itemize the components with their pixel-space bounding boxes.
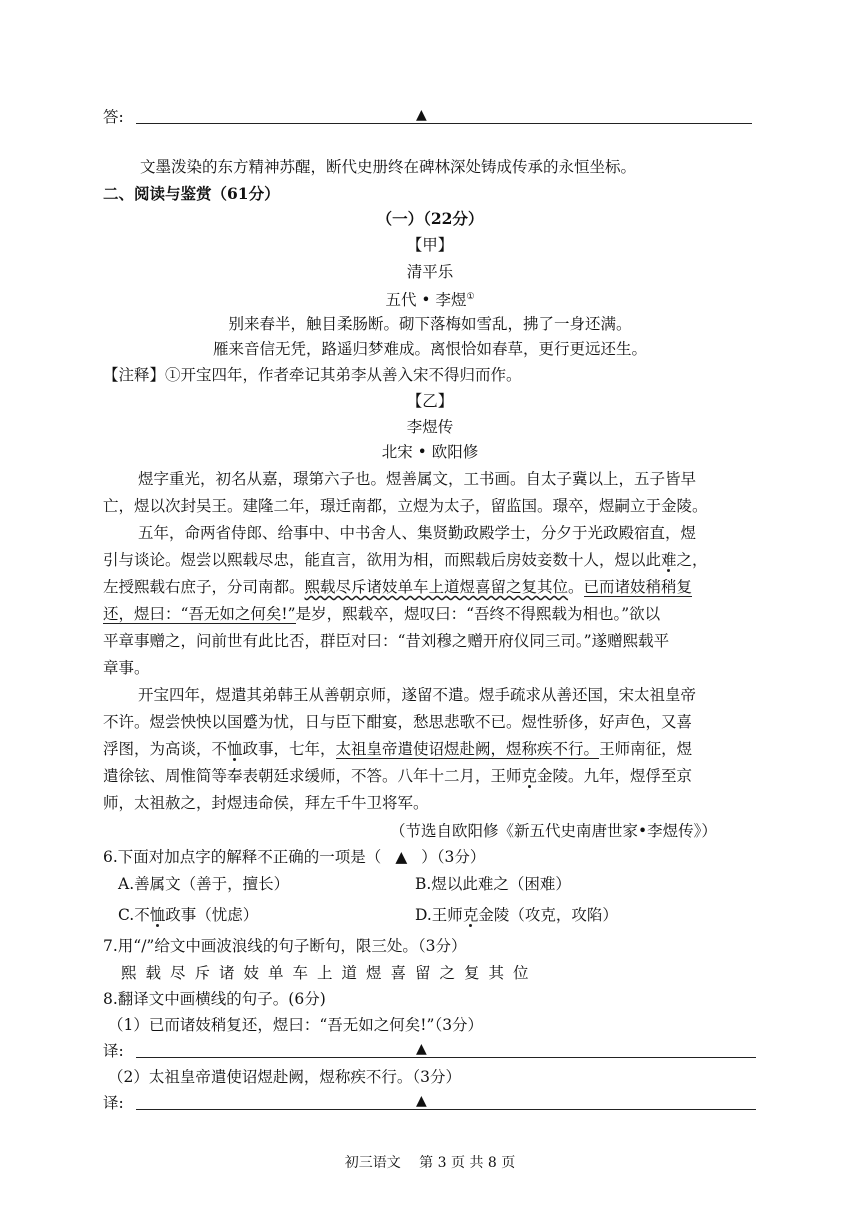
note: 【注释】①开宝四年，作者牵记其弟李从善入宋不得归而作。 [103, 366, 522, 384]
para2-line5: 平章事赠之，问前世有此比否，群臣对曰：“昔刘穆之赠开府仪同三司。”遂赠熙载平 [103, 632, 670, 650]
translation-prefix-1: 译: [103, 1042, 124, 1060]
triangle-icon: ▲ [416, 1093, 427, 1109]
part-heading: （一）（22分） [376, 209, 484, 228]
underlined-sentence-1b: 还，煜曰：“吾无如之何矣!” [103, 605, 296, 623]
translation-line-2[interactable] [136, 1109, 756, 1110]
poem-author: 五代 • 李煜① [385, 291, 475, 310]
para1-line1: 煜字重光，初名从嘉，璟第六子也。煜善属文，工书画。自太子冀以上，五子皆早 [138, 470, 697, 488]
page-footer: 初三语文 第 3 页 共 8 页 [344, 1155, 516, 1171]
underlined-sentence-1a: 已而诸妓稍稍复 [583, 578, 693, 596]
para2-line2: 引与谈论。煜尝以熙载尽忠，能直言，欲用为相，而熙载后房妓妾数十人，煜以此难之， [103, 551, 708, 569]
q8-stem: 8.翻译文中画横线的句子。(6分) [103, 990, 326, 1008]
para2-line1: 五年，命两省侍郎、给事中、中书舍人、集贤勤政殿学士，分夕于光政殿宿直，煜 [138, 524, 697, 542]
para1-line2: 亡，煜以次封吴王。建隆二年，璟迁南都，立煜为太子，留监国。璟卒，煜嗣立于金陵。 [103, 497, 708, 515]
dotted-char: 克 [521, 767, 538, 785]
q6-option-d[interactable]: D.王师克金陵（攻克，攻陷） [415, 906, 618, 924]
para2-line6: 章事。 [103, 659, 150, 677]
q6-option-c[interactable]: C.不恤政事（忧虑） [118, 906, 259, 924]
answer-prefix: 答: [103, 108, 124, 126]
dotted-char: 克 [462, 906, 479, 924]
para3-line4: 遣徐铉、周惟简等奉表朝廷求缓师，不答。八年十二月，王师克金陵。九年，煜俘至京 [103, 767, 693, 785]
prose-title: 李煜传 [406, 418, 454, 436]
para2-line3: 左授熙载右庶子，分司南都。熙载尽斥诸妓单车上道煜喜留之复其位。已而诸妓稍稍复 [103, 578, 693, 596]
note-mark: ① [466, 292, 475, 302]
section-heading: 二、阅读与鉴赏（61分） [103, 184, 280, 203]
prose-author: 北宋 • 欧阳修 [381, 443, 479, 461]
dotted-char: 恤 [227, 740, 243, 758]
triangle-icon: ▲ [416, 107, 427, 123]
dotted-char: 难 [661, 551, 677, 569]
poem-line-1: 别来春半，触目柔肠断。砌下落梅如雪乱，拂了一身还满。 [228, 315, 632, 333]
dotted-char: 恤 [149, 906, 166, 924]
yi-label: 【乙】 [406, 392, 454, 410]
para2-line4: 还，煜曰：“吾无如之何矣!”是岁，熙载卒，煜叹曰：“吾终不得熙载为相也。”欲以 [103, 605, 661, 623]
q6-stem: 6.下面对加点字的解释不正确的一项是（ ▲ ）（3分） [103, 848, 486, 866]
para3-line1: 开宝四年，煜遣其弟韩王从善朝京师，遂留不遣。煜手疏求从善还国，宋太祖皇帝 [138, 686, 697, 704]
underlined-sentence-2: 太祖皇帝遣使诏煜赴阙，煜称疾不行。 [335, 740, 600, 758]
translation-prefix-2: 译: [103, 1094, 124, 1112]
poem-title: 清平乐 [406, 263, 454, 281]
q6-option-a[interactable]: A.善属文（善于，擅长） [118, 875, 290, 893]
jia-label: 【甲】 [406, 236, 454, 254]
poem-line-2: 雁来音信无凭，路遥归梦难成。离恨恰如春草，更行更远还生。 [212, 340, 647, 358]
q8-item-1: （1）已而诸妓稍复还，煜曰：“吾无如之何矣!”（3分） [108, 1016, 484, 1034]
q7-stem: 7.用“/”给文中画波浪线的句子断句，限三处。（3分） [103, 937, 467, 955]
answer-line[interactable] [136, 123, 752, 124]
q8-item-2: （2）太祖皇帝遣使诏煜赴阙，煜称疾不行。（3分） [108, 1068, 461, 1086]
para3-line3: 浮图，为高谈，不恤政事，七年，太祖皇帝遣使诏煜赴阙，煜称疾不行。王师南征，煜 [103, 740, 693, 758]
q6-option-b[interactable]: B.煜以此难之（困难） [415, 875, 571, 893]
translation-line-1[interactable] [136, 1057, 756, 1058]
q7-sentence[interactable]: 熙载尽斥诸妓单车上道煜喜留之复其位 [121, 964, 538, 982]
wavy-underlined-sentence: 熙载尽斥诸妓单车上道煜喜留之复其位 [304, 578, 569, 596]
source-citation: （节选自欧阳修《新五代史南唐世家•李煜传》） [390, 822, 717, 840]
para3-line5: 师，太祖赦之，封煜违命侯，拜左千牛卫将军。 [103, 794, 429, 812]
closing-sentence: 文墨泼染的东方精神苏醒，断代史册终在碑林深处铸成传承的永恒坐标。 [140, 158, 637, 176]
para3-line2: 不许。煜尝怏怏以国蹙为忧，日与臣下酣宴，愁思悲歌不已。煜性骄侈，好声色，又喜 [103, 713, 693, 731]
triangle-icon: ▲ [395, 848, 408, 866]
triangle-icon: ▲ [416, 1041, 427, 1057]
